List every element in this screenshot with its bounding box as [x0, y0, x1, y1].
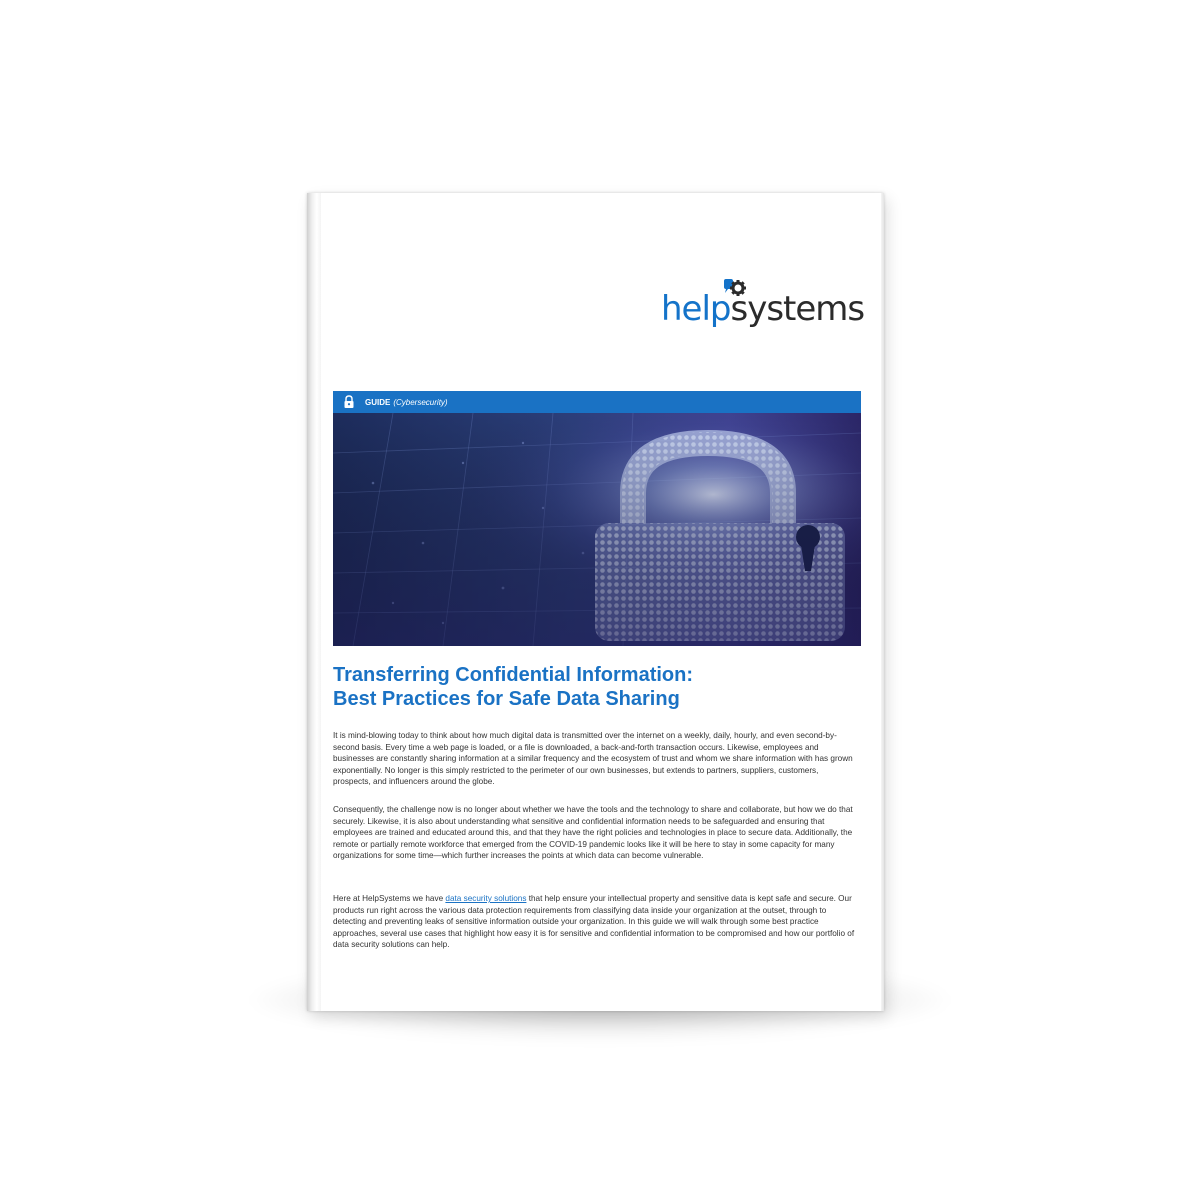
title-line-1: Transferring Confidential Information:	[333, 664, 694, 686]
hero-image	[333, 413, 861, 646]
category-label: GUIDE	[365, 397, 391, 407]
category-bar	[333, 391, 861, 413]
lock-icon	[342, 395, 356, 409]
book-spine	[307, 193, 321, 1011]
challenge-paragraph: Consequently, the challenge now is no longer about whether we have the tools and the technology to share and collaborate, but how we do that securely. Likewise, it is also about understanding what sensitive and confidential information needs to be safeguarded and ensuring that employees are trained and educated around this, and that they have the right policies and technologies in place to secure data. Additionally, the remote or partially remote workforce that emerged from the COVID-19 pandemic looks like it will be here to stay in some capacity for many organizations for some time—which further increases the points at which data can become vulnerable.	[333, 805, 853, 861]
data-security-solutions-link[interactable]: data security solutions	[445, 894, 527, 903]
document-title	[333, 663, 861, 711]
solutions-text-before: Here at HelpSystems we have	[333, 894, 446, 903]
intro-paragraph: It is mind-blowing today to think about how much digital data is transmitted over the internet on a weekly, daily, hourly, and even second-by-second basis. Every time a web page is loaded, or a file is downloaded, a back-and-forth transaction occurs. Likewise, employees and businesses are constantly sharing information at a similar frequency and the ecosystem of trust and whom we share information with has grown exponentially. No longer is this simply restricted to the perimeter of our own businesses, but extends to partners, suppliers, customers, prospects, and influencers around the globe.	[333, 731, 853, 787]
solutions-text-after: that help ensure your intellectual property and sensitive data is kept safe and secure. Our products run right across the various data protection requirements from classifying data inside your organization at the outset, through to detecting and preventing leaks of sensitive information outside your organization. In this guide we will walk through some best practice approaches, several use cases that highlight how easy it is for sensitive and confidential information to be compromised and how our portfolio of data security solutions can help.	[333, 894, 855, 950]
logo-wordmark	[661, 289, 864, 329]
helpsystems-logo	[661, 279, 865, 339]
category-name: (Cybersecurity)	[393, 397, 448, 407]
title-line-2: Best Practices for Safe Data Sharing	[333, 688, 680, 710]
logo-systems: systems	[730, 289, 865, 329]
logo-help: help	[661, 289, 731, 329]
solutions-paragraph	[333, 893, 857, 951]
page-edge	[881, 193, 884, 1011]
guide-cover	[307, 193, 884, 1011]
